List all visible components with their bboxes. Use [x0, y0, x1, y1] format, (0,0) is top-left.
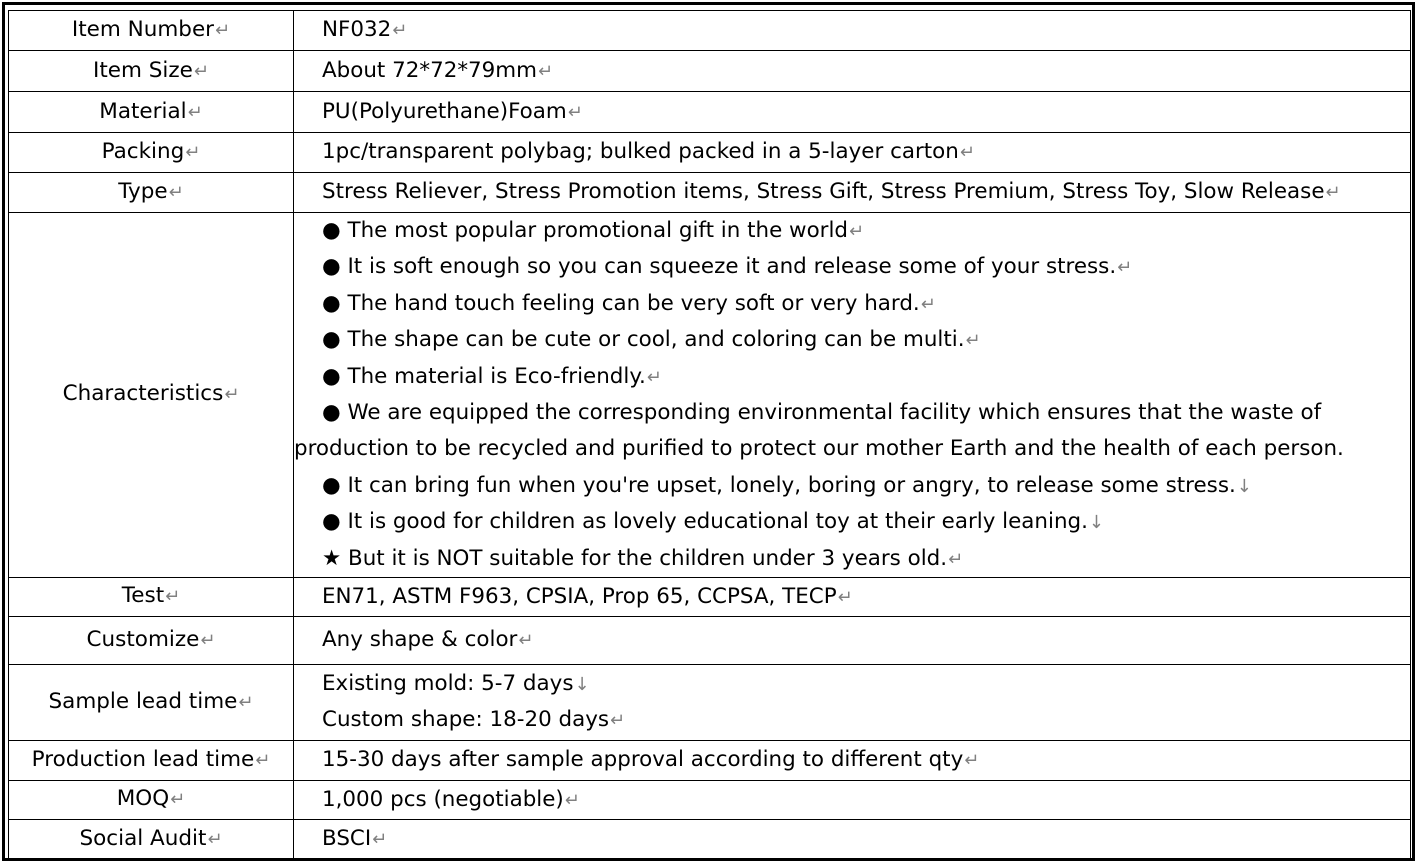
spec-label-cell: [9, 51, 294, 92]
spec-value-line: [322, 579, 1406, 615]
paragraph-mark: ↵: [187, 101, 203, 123]
spec-value-cell: [294, 173, 1411, 213]
paragraph-mark: ↓: [1236, 475, 1252, 497]
spec-value-line: [294, 431, 1406, 467]
spec-value-line: [322, 504, 1406, 540]
product-spec-table: [8, 10, 1411, 860]
paragraph-mark: ↵: [168, 182, 184, 203]
spec-value-line: [322, 134, 1406, 170]
spec-value-text: ● The most popular promotional gift in the world: [322, 218, 849, 243]
paragraph-mark: ↵: [538, 60, 554, 82]
spec-row: [9, 51, 1411, 92]
spec-value-cell: [294, 780, 1411, 819]
spec-label: Material: [99, 98, 187, 124]
spec-value-line: [322, 821, 1406, 857]
spec-value-line: [322, 12, 1406, 48]
spec-value-line: [322, 322, 1406, 358]
spec-label: Customize: [86, 626, 200, 652]
spec-value-text: ● We are equipped the corresponding environmental facility which ensures that the waste of: [322, 399, 1322, 425]
spec-value-cell: [294, 664, 1411, 740]
paragraph-mark: ↵: [255, 749, 271, 771]
spec-value-line: [322, 742, 1406, 778]
paragraph-mark: ↵: [567, 101, 583, 123]
spec-label: Characteristics: [62, 381, 224, 407]
spec-value-line: [322, 174, 1406, 210]
spec-value-line: [322, 286, 1406, 322]
spec-label-cell: [9, 213, 294, 578]
spec-row: [9, 92, 1411, 133]
spec-value-cell: [294, 616, 1411, 664]
spec-label-cell: [9, 780, 294, 819]
paragraph-mark: ↵: [1117, 257, 1133, 279]
spec-row: [9, 133, 1411, 173]
spec-value-text: ● The material is Eco-friendly.: [322, 363, 646, 389]
spec-value-cell: [294, 213, 1411, 578]
spec-value-text: ● It is soft enough so you can squeeze it and release some of your stress.: [322, 254, 1117, 280]
spec-value-text: ● It is good for children as lovely educational toy at their early leaning.: [322, 509, 1088, 535]
spec-row: [9, 819, 1411, 859]
spec-label-cell: [9, 664, 294, 740]
spec-value-text: ● It can bring fun when you're upset, lonely, boring or angry, to release some stress.: [322, 472, 1236, 498]
spec-label-cell: [9, 577, 294, 616]
paragraph-mark: ↵: [948, 548, 964, 570]
paragraph-mark: ↵: [392, 20, 408, 42]
spec-label: Production lead time: [31, 746, 255, 772]
spec-value-line: [322, 666, 1406, 702]
spec-value-text: Stress Reliever, Stress Promotion items, Stress Gift, Stress Premium, Stress Toy, Slow Release: [322, 179, 1325, 205]
spec-value-cell: [294, 577, 1411, 616]
paragraph-mark: ↵: [837, 586, 853, 608]
paragraph-mark: ↵: [185, 142, 201, 163]
paragraph-mark: ↵: [610, 710, 626, 732]
spec-label-cell: [9, 11, 294, 51]
spec-value-line: [322, 94, 1406, 130]
spec-label: Sample lead time: [48, 688, 238, 714]
spec-value-text: Existing mold: 5-7 days: [322, 671, 574, 697]
spec-value-text: 1pc/transparent polybag; bulked packed in a 5-layer carton: [322, 139, 959, 165]
spec-value-cell: [294, 740, 1411, 780]
paragraph-mark: ↵: [920, 293, 936, 315]
spec-value-cell: [294, 819, 1411, 859]
spec-value-line: [322, 53, 1406, 89]
spec-value-line: [322, 249, 1406, 285]
spec-value-text: BSCI: [322, 826, 372, 852]
spec-value-cell: [294, 133, 1411, 173]
spec-row: [9, 780, 1411, 819]
paragraph-mark: ↵: [959, 142, 975, 164]
spec-value-line: [322, 213, 1406, 249]
spec-value-line: [322, 395, 1406, 431]
spec-value-text: About 72*72*79mm: [322, 57, 538, 83]
spec-label-cell: [9, 616, 294, 664]
spec-label-cell: [9, 740, 294, 780]
spec-label: Packing: [101, 139, 185, 164]
spec-row: [9, 213, 1411, 578]
paragraph-mark: ↵: [564, 789, 580, 811]
spec-value-text: Custom shape: 18-20 days: [322, 707, 610, 733]
spec-row: [9, 616, 1411, 664]
paragraph-mark: ↵: [965, 330, 981, 352]
spec-label-cell: [9, 92, 294, 133]
spec-row: [9, 664, 1411, 740]
paragraph-mark: ↵: [215, 20, 231, 41]
spec-value-line: [322, 468, 1406, 504]
spec-row: [9, 11, 1411, 51]
paragraph-mark: ↓: [574, 674, 590, 696]
spec-value-text: production to be recycled and purified to protect our mother Earth and the health of each person.: [294, 436, 1344, 462]
spec-row: [9, 577, 1411, 616]
spec-value-text: 1,000 pcs (negotiable): [322, 786, 564, 812]
paragraph-mark: ↵: [1325, 182, 1341, 204]
spec-label: Item Number: [71, 17, 215, 42]
spec-label: Test: [121, 583, 165, 609]
paragraph-mark: ↵: [193, 60, 209, 82]
spec-value-cell: [294, 11, 1411, 51]
spec-value-line: [322, 622, 1406, 658]
paragraph-mark: ↵: [646, 366, 662, 388]
spec-value-text: ★ But it is NOT suitable for the children under 3 years old.: [322, 545, 948, 571]
paragraph-mark: ↵: [200, 629, 216, 651]
spec-value-line: [322, 359, 1406, 395]
spec-row: [9, 740, 1411, 780]
spec-label-cell: [9, 173, 294, 213]
paragraph-mark: ↵: [372, 829, 388, 851]
paragraph-mark: ↵: [238, 691, 254, 713]
spec-value-line: [322, 782, 1406, 818]
spec-value-cell: [294, 92, 1411, 133]
spec-label-cell: [9, 819, 294, 859]
spec-value-text: 15-30 days after sample approval according to different qty: [322, 747, 964, 773]
spec-value-text: ● The hand touch feeling can be very soft or very hard.: [322, 290, 920, 316]
paragraph-mark: ↵: [207, 828, 223, 850]
spec-value-text: Any shape & color: [322, 627, 518, 653]
spec-label: Type: [118, 179, 168, 204]
spec-value-line: [322, 702, 1406, 738]
spec-value-text: EN71, ASTM F963, CPSIA, Prop 65, CCPSA, TECP: [322, 583, 837, 609]
spec-value-text: PU(Polyurethane)Foam: [322, 98, 567, 124]
spec-table-body: [9, 11, 1411, 860]
spec-label: Social Audit: [79, 825, 207, 851]
paragraph-mark: ↵: [224, 384, 240, 406]
spec-value-cell: [294, 51, 1411, 92]
paragraph-mark: ↵: [165, 586, 181, 608]
spec-row: [9, 173, 1411, 213]
spec-label: Item Size: [92, 57, 193, 83]
spec-value-text: NF032: [322, 17, 392, 43]
spec-value-text: ● The shape can be cute or cool, and coloring can be multi.: [322, 327, 965, 353]
spec-label-cell: [9, 133, 294, 173]
paragraph-mark: ↵: [849, 221, 865, 242]
paragraph-mark: ↵: [518, 630, 534, 652]
spec-label: MOQ: [116, 786, 170, 812]
paragraph-mark: ↵: [964, 750, 980, 772]
paragraph-mark: ↵: [170, 789, 186, 811]
spec-value-line: [322, 541, 1406, 577]
paragraph-mark: ↓: [1088, 512, 1104, 534]
